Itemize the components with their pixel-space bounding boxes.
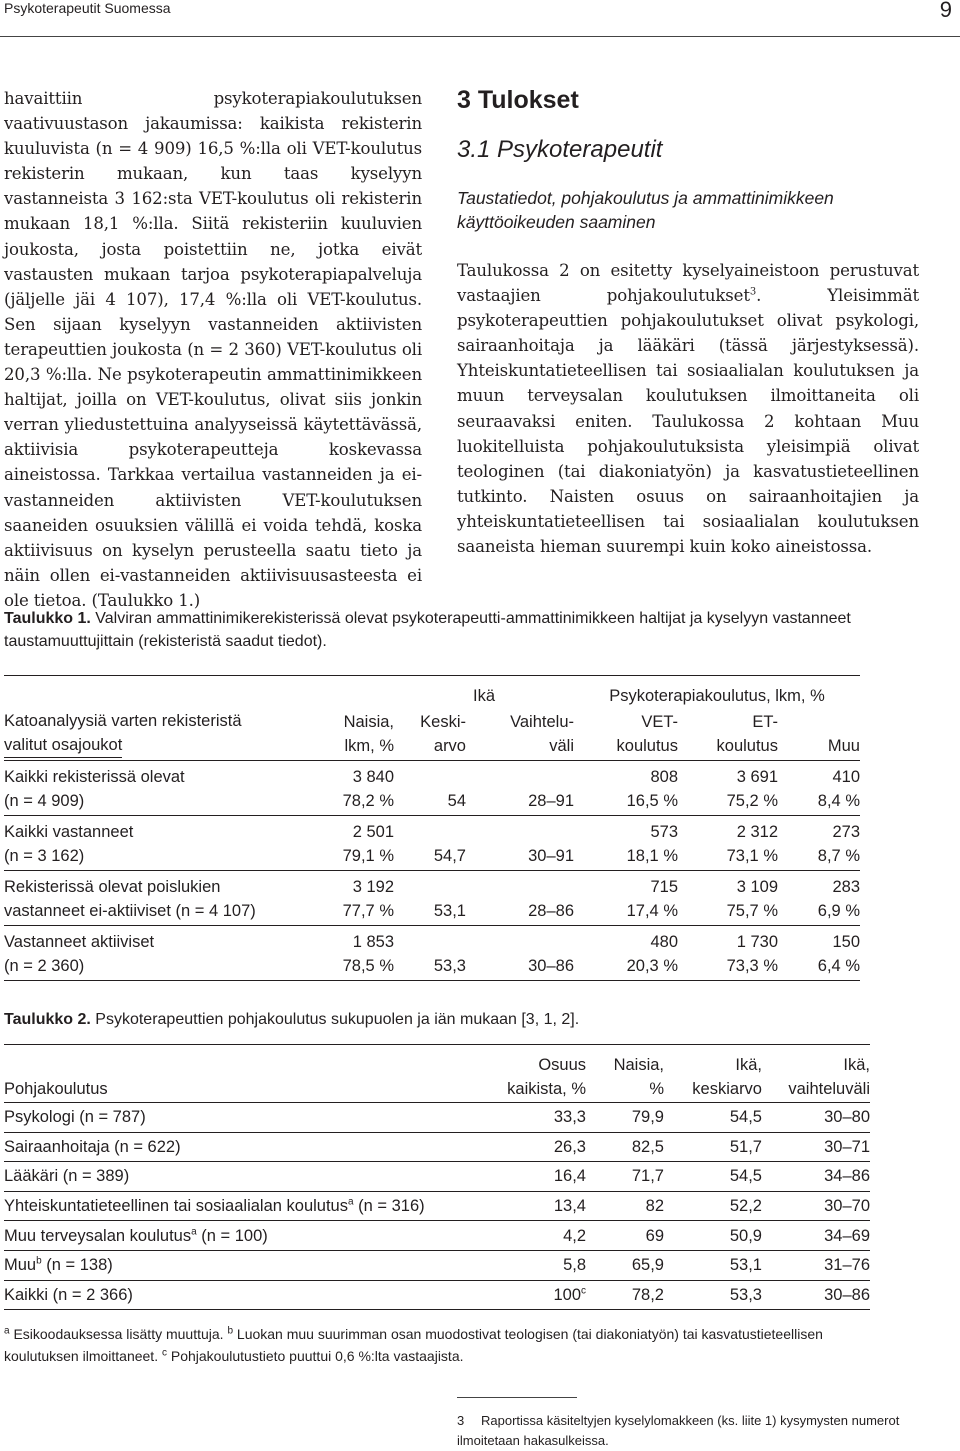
page-footnote-number: 3: [457, 1413, 465, 1428]
table-row: Kaikki vastanneet (n = 3 162) 2 501 79,1 % 54,7 30–91 573 18,1 % 2 312 73,1 % 273 8,7 %: [4, 816, 860, 871]
header-rule: [0, 36, 960, 37]
table-row: Kaikki rekisterissä olevat (n = 4 909) 3 840 78,2 % 54 28–91 808 16,5 % 3 691 75,2 % 410 8,4 %: [4, 768, 860, 810]
table2-header-row: [4, 1045, 870, 1103]
table1-col-et: ET- koulutus: [678, 709, 778, 761]
table2-caption: [4, 1008, 954, 1031]
table2-caption-text: Psykoterapeuttien pohjakoulutus sukupuolen ja iän mukaan [3, 1, 2].: [90, 1011, 580, 1028]
table-row: Kaikki (n = 2 366) 100$^c$ 78,2 53,3 30–86: [4, 1280, 870, 1310]
table-row: Psykologi (n = 787) 33,3 79,9 54,5 30–80: [4, 1103, 870, 1133]
section-title: 3 Tulokset: [457, 86, 579, 114]
subsection-title: 3.1 Psykoterapeutit: [457, 136, 663, 163]
table-row: Rekisterissä olevat poislukien vastanneet ei-aktiiviset (n = 4 107) 3 192 77,7 % 53,1 28–86 715 17,4 % 3 109 75,7 % 283 6,9 %: [4, 871, 860, 926]
table1-caption: [4, 607, 954, 653]
table-row: Lääkäri (n = 389) 16,4 71,7 54,5 34–86: [4, 1162, 870, 1192]
table-row: Muu$^b$ (n = 138) 5,8 65,9 53,1 31–76: [4, 1250, 870, 1280]
table2-col-women: Naisia, %: [586, 1045, 664, 1103]
table1-col-other: Muu: [778, 709, 860, 761]
table1-group-age: Ikä: [394, 676, 574, 710]
running-head: Psykoterapeutit Suomessa: [4, 0, 171, 16]
table1-col-range: Vaihtelu- väli: [466, 709, 574, 761]
footnote-rule: [457, 1397, 577, 1398]
table-row: Yhteiskuntatieteellinen tai sosiaalialan koulutus$^a$ (n = 316) 13,4 82 52,2 30–70: [4, 1191, 870, 1221]
page-footnote-text: Raportissa käsiteltyjen kyselylomakkeen (ks. liite 1) kysymysten numerot ilmoitetaan hakasulkeissa.: [457, 1413, 900, 1448]
table1-caption-text: Valviran ammattinimikerekisterissä olevat psykoterapeutti-ammattinimikkeen haltijat ja kyselyyn vastanneet taustamuuttujittain (rekisteristä saadut tiedot).: [4, 610, 851, 650]
table-row: Sairaanhoitaja (n = 622) 26,3 82,5 51,7 30–71: [4, 1132, 870, 1162]
table2-footnotes: $^a$ Esikoodauksessa lisätty muuttuja. $^b$ Luokan muu suurimman osan muodostivat teologisen (tai diakoniatyön) tai kasvatustieteellisen koulutuksen ilmoittaneet. $^c$ Pohjakoulutustieto puuttui 0,6 %:lta vastaajista.: [4, 1325, 823, 1364]
table2-caption-label: Taulukko 2.: [4, 1011, 91, 1028]
table-row: Vastanneet aktiiviset (n = 2 360) 1 853 78,5 % 53,3 30–86 480 20,3 % 1 730 73,3 % 150 6,4 %: [4, 926, 860, 981]
body-text-part1: Taulukossa 2 on esitetty kyselyaineistoon perustuvat vastaajien pohjakoulutukset: [457, 261, 919, 306]
table1-col-vet: VET- koulutus: [574, 709, 678, 761]
table2-col-age-range: Ikä, vaihteluväli: [762, 1045, 870, 1103]
footnote-ref-3: 3: [749, 286, 757, 298]
table2-col-share: Osuus kaikista, %: [484, 1045, 586, 1103]
table1-group-training: Psykoterapiakoulutus, lkm, %: [574, 676, 860, 710]
table-row: Muu terveysalan koulutus$^a$ (n = 100) 4,2 69 50,9 34–69: [4, 1221, 870, 1251]
right-column-paragraph: [457, 258, 919, 559]
table1-col-mean: Keski- arvo: [394, 709, 466, 761]
table1-header-row: [4, 709, 860, 761]
table1-caption-label: Taulukko 1.: [4, 610, 91, 627]
table1-col-women: Naisia, lkm, %: [324, 709, 394, 761]
table1: [4, 675, 860, 981]
body-text-part2: . Yleisimmät psykoterapeuttien pohjakoulutukset olivat psykologi, sairaanhoitaja ja lääkäri (tässä järjestyksessä). Yhteiskuntatieteellisen tai sosiaalialan koulutuksen ja muun terveysalan koulutuksen ilmoittaneita oli seuraavaksi eniten. Taulukossa 2 kohtaan Muu luokitelluista pohjakoulutuksista yleisimpiä olivat teologinen (tai diakoniatyön) ja kasvatustieteellinen tutkinto. Naisten osuus on sairaanhoitajien ja yhteiskuntatieteellisen tai sosiaalialan koulutuksen saaneista hieman suurempi kuin koko aineistossa.: [457, 286, 919, 557]
page-number: 9: [939, 0, 952, 22]
intro-heading: Taustatiedot, pohjakoulutus ja ammattinimikkeen käyttöoikeuden saaminen: [457, 188, 834, 232]
table1-col-subset: Katoanalyysiä varten rekisteristä valitut osajoukot: [4, 709, 324, 761]
page-footnote: [457, 1411, 919, 1451]
table2-col-education: Pohjakoulutus: [4, 1045, 484, 1103]
table2-col-age-mean: Ikä, keskiarvo: [664, 1045, 762, 1103]
table1-group-header: [4, 676, 860, 710]
table2: [4, 1044, 870, 1310]
left-column-paragraph: havaittiin psykoterapiakoulutuksen vaativuustason jakaumissa: kaikista rekisterin kuuluvista (n = 4 909) 16,5 %:lla oli VET-koulutus rekisterin mukaan, kun taas kyselyyn vastanneista 3 162:sta VET-koulutus oli rekisterin mukaan 18,1 %:lla. Siitä rekisteriin kuuluvien joukosta, josta poistettiin ne, jotka eivät vastausten mukaan tarjoa psykoterapiapalveluja (jäljelle jäi 4 107), 17,4 %:lla oli VET-koulutus. Sen sijaan kyselyyn vastanneiden aktiivisten terapeuttien joukosta (n = 2 360) VET-koulutus oli 20,3 %:lla. Ne psykoterapeutin ammattinimikkeen haltijat, joilla on VET-koulutus, olivat siis jonkin verran yliedustettuina analyyseissä käytettävässä, aktiivisia psykoterapeutteja koskevassa aineistossa. Tarkkaa vertailua vastanneiden ja ei-vastanneiden aktiivisten VET-koulutuksen saaneiden osuuksien välillä ei voida tehdä, koska aktiivisuus on kyselyn perusteella saatu tieto ja näin ollen ei-vastanneiden aktiivisuusasteesta ei ole tietoa. (Taulukko 1.): [4, 89, 422, 610]
